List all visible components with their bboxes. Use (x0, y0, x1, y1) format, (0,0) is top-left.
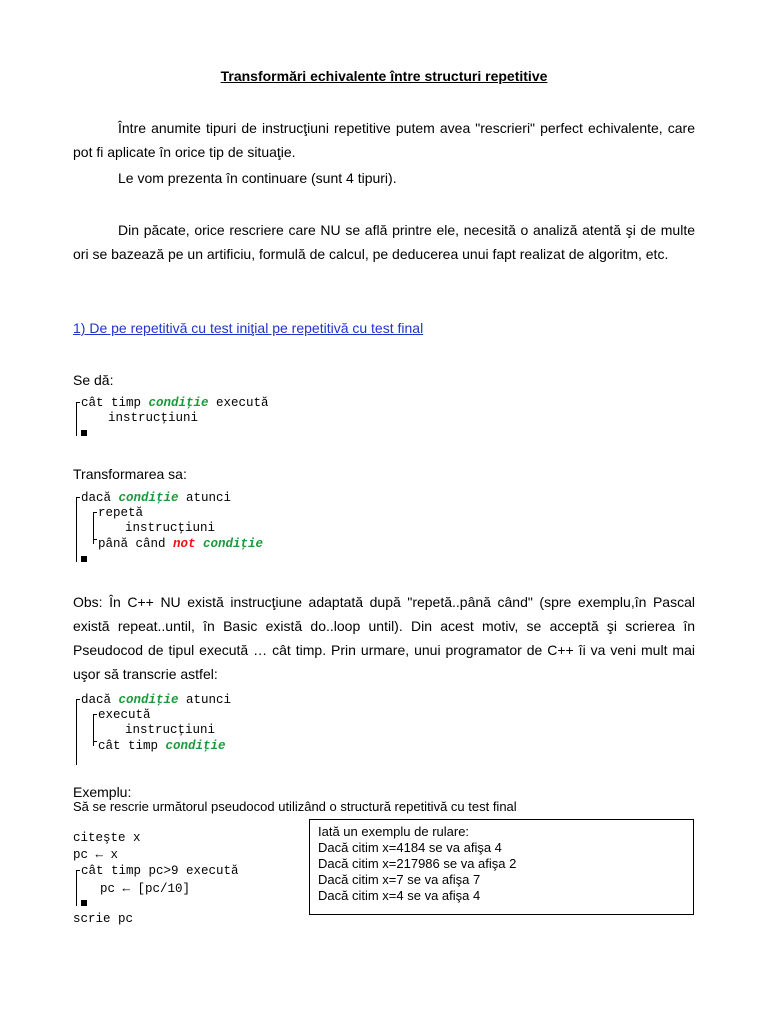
run-example-box (309, 819, 694, 915)
example-code-line-2: pc ← x (73, 848, 119, 862)
example-code-line-3: cât timp pc>9 execută (81, 864, 239, 878)
example-code-line-4: pc ← [pc/10] (100, 882, 191, 896)
given-code-line-1: cât timp condiţie execută (81, 396, 269, 410)
run-example-line: Dacă citim x=4 se va afişa 4 (318, 888, 481, 903)
example-code-line-5: scrie pc (73, 912, 134, 926)
run-example-line: Dacă citim x=217986 se va afişa 2 (318, 856, 517, 871)
run-example-heading: Iată un exemplu de rulare: (318, 824, 470, 839)
cpp-code-line-3: instrucţiuni (125, 723, 216, 737)
page-title: Transformări echivalente între structuri repetitive (220, 68, 548, 84)
example-task: Să se rescrie următorul pseudocod utilizând o structură repetitivă cu test final (73, 799, 517, 814)
intro-paragraph-3: Din păcate, orice rescriere care NU se află printre ele, necesită o analiză atentă şi de multe ori se bazează pe un artificiu, formulă de calcul, pe deducerea unui fapt realizat de algoritm, etc. (73, 222, 695, 262)
section-1-heading[interactable]: 1) De pe repetitivă cu test iniţial pe repetitivă cu test final (73, 320, 424, 336)
cpp-code-line-4: cât timp condiţie (98, 739, 226, 753)
transform-code-line-2: repetă (98, 506, 144, 520)
transform-label: Transformarea sa: (73, 466, 187, 482)
example-label: Exemplu: (73, 784, 132, 800)
example-code-line-1: citeşte x (73, 831, 141, 845)
cpp-code-line-2: execută (98, 708, 151, 722)
transform-code-line-1: dacă condiţie atunci (81, 491, 232, 505)
given-label: Se dă: (73, 372, 114, 388)
run-example-line: Dacă citim x=7 se va afişa 7 (318, 872, 481, 887)
run-example-line: Dacă citim x=4184 se va afişa 4 (318, 840, 502, 855)
intro-paragraph-1: Între anumite tipuri de instrucţiuni repetitive putem avea "rescrieri" perfect echivalente, care pot fi aplicate în orice tip de situaţie. (73, 120, 695, 160)
intro-paragraph-2: Le vom prezenta în continuare (sunt 4 tipuri). (118, 170, 397, 186)
transform-code-line-4: până când not condiţie (98, 537, 264, 551)
transform-code-line-3: instrucţiuni (125, 521, 216, 535)
observation-paragraph: Obs: În C++ NU există instrucţiune adaptată după "repetă..până când" (spre exemplu,în Pascal există repeat..until, în Basic există do..loop until). Din acest motiv, se acceptă şi scrierea în Pseudocod de tipul execută … cât timp. Prin urmare, unui programator de C++ îi va veni mult mai uşor să transcrie astfel: (73, 594, 695, 682)
given-code-line-2: instrucţiuni (108, 411, 199, 425)
cpp-code-line-1: dacă condiţie atunci (81, 693, 232, 707)
